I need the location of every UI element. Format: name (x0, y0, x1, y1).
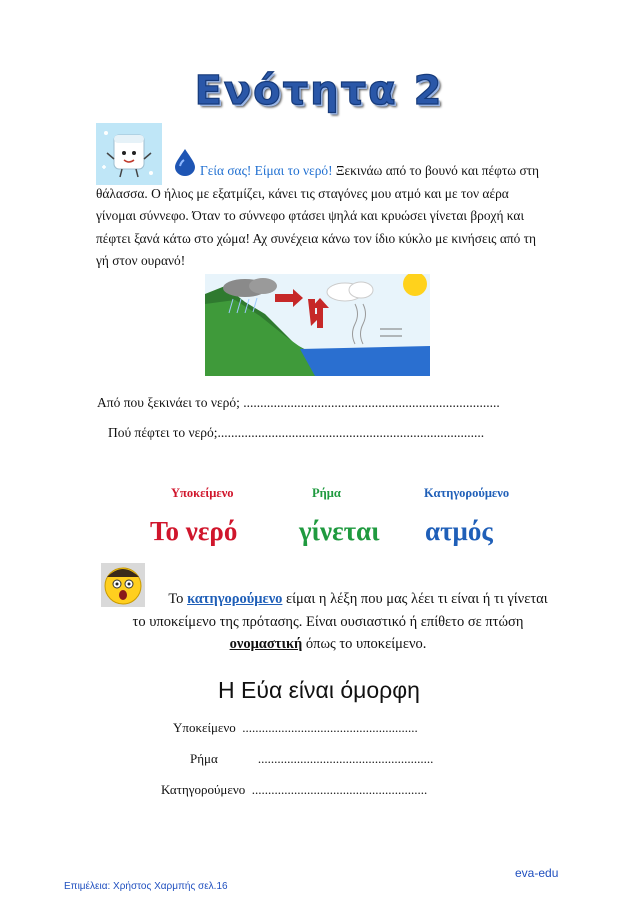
answer-line-2[interactable]: ............................................................................... (217, 425, 485, 440)
term-nominative: ονομαστική (229, 636, 303, 652)
example-subject: Το νερό (150, 516, 238, 546)
intro-greeting: Γεία σας! Είμαι το νερό! (200, 163, 333, 178)
question-2: Πού πέφτει το νερό;............................................................................... (108, 425, 485, 440)
answer-line-1[interactable]: ............................................................................ (243, 395, 500, 410)
question-1: Από που ξεκινάει το νερό; ............................................................................ (97, 395, 500, 410)
exercise-answer-predicate[interactable]: ...................................................... (251, 782, 428, 797)
header-subject: Υποκείμενο (171, 486, 234, 500)
water-cycle-diagram (205, 274, 430, 376)
term-predicate: κατηγορούμενο (187, 591, 283, 607)
footer-credit: Επιμέλεια: Χρήστος Χαρμπής σελ.16 (64, 881, 228, 892)
practice-sentence: Η Εύα είναι όμορφη (218, 677, 420, 703)
example-predicate: ατμός (425, 516, 493, 546)
intro-text: Ξεκινάω από το βουνό και πέφτω στη θάλασσα. Ο ήλιος με εξατμίζει, κάνει τις σταγόνες μου ατμό και με τον αέρα γίνομαι σύννεφο. Όταν το σύννεφο φτάσει ψηλά και κρυώσει γίνεται βροχή και πέφτει ξανά κάτω στο χώμα! Αχ συνέχεια κάνω τον ίδιο κύκλο με κινήσεις από τη γή στον ουρανό! (96, 163, 540, 268)
exercise-row-predicate: Κατηγορούμενο ...................................................... (161, 782, 428, 797)
exercise-answer-verb[interactable]: ...................................................... (257, 751, 434, 766)
header-verb: Ρήμα (312, 486, 341, 500)
explanation-paragraph: Το κατηγορούμενο είμαι η λέξη που μας λέει τι είναι ή τι γίνεται το υποκείμενο της πρότασης. Είναι ουσιαστικό ή επίθετο σε πτώση ονομαστική όπως το υποκείμενο. (132, 591, 548, 652)
exercise-row-subject: Υποκείμενο ...................................................... (173, 720, 418, 735)
page-title: Ενότητα 2 (194, 68, 444, 114)
example-verb: γίνεται (299, 516, 380, 546)
exercise-row-verb: Ρήμα ...................................................... (190, 751, 434, 766)
header-predicate: Κατηγορούμενο (424, 486, 510, 500)
footer-brand: eva-edu (515, 866, 559, 880)
exercise-answer-subject[interactable]: ...................................................... (242, 720, 418, 735)
intro-paragraph (96, 160, 551, 273)
